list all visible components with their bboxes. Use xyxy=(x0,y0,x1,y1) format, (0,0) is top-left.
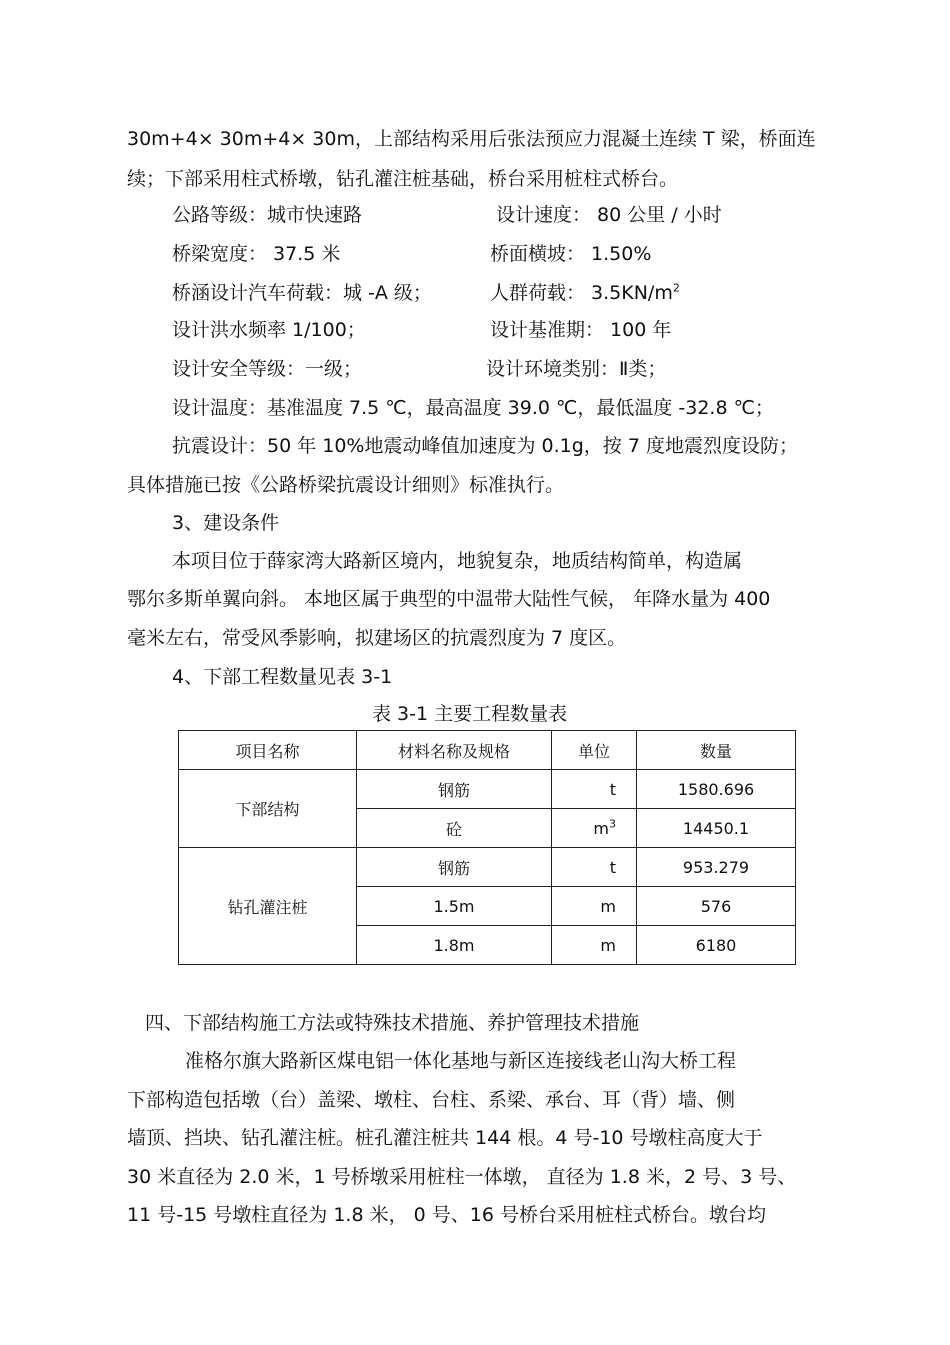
spec-base-period: 设计基准期： 100 年 xyxy=(490,319,672,341)
section-four-line-5: 11 号-15 号墩柱直径为 1.8 米， 0 号、16 号桥台采用桩柱式桥台。墩台均 xyxy=(127,1204,766,1226)
section-3-line-3: 毫米左右，常受风季影响，拟建场区的抗震烈度为 7 度区。 xyxy=(127,627,627,649)
spec-road-grade: 公路等级：城市快速路 xyxy=(172,204,363,226)
section-3-heading: 3、建设条件 xyxy=(172,512,280,534)
table-row xyxy=(179,770,796,809)
cell-unit-text: m xyxy=(593,818,609,838)
spec-temperature: 设计温度：基准温度 7.5 ℃，最高温度 39.0 ℃，最低温度 -32.8 ℃； xyxy=(172,397,774,419)
header-unit: 单位 xyxy=(552,731,637,770)
cell-quantity: 953.279 xyxy=(637,848,796,887)
spec-env-class: 设计环境类别：Ⅱ类； xyxy=(486,358,667,380)
table-caption: 表 3-1 主要工程数量表 xyxy=(372,703,568,725)
section-3-line-1: 本项目位于薛家湾大路新区境内，地貌复杂，地质结构简单，构造属 xyxy=(172,550,743,572)
spec-flood-freq: 设计洪水频率 1/100； xyxy=(172,319,366,341)
cell-material: 钢筋 xyxy=(357,848,552,887)
header-quantity: 数量 xyxy=(637,731,796,770)
header-project-name: 项目名称 xyxy=(179,731,357,770)
section-four-line-3: 墙顶、挡块、钻孔灌注桩。桩孔灌注桩共 144 根。4 号-10 号墩柱高度大于 xyxy=(127,1127,763,1149)
cell-material: 钢筋 xyxy=(357,770,552,809)
table-row xyxy=(179,848,796,887)
cell-unit: t xyxy=(552,770,637,809)
section-four-line-4: 30 米直径为 2.0 米，1 号桥墩采用桩柱一体墩， 直径为 1.8 米，2 号、3 号、 xyxy=(127,1166,797,1188)
cell-unit: t xyxy=(552,848,637,887)
cell-material: 1.5m xyxy=(357,887,552,926)
cell-unit: m xyxy=(552,926,637,965)
spec-cross-slope: 桥面横坡： 1.50% xyxy=(490,243,652,265)
intro-line-1: 30m+4× 30m+4× 30m，上部结构采用后张法预应力混凝土连续 T 梁，桥面连 xyxy=(127,128,816,150)
cell-quantity: 1580.696 xyxy=(637,770,796,809)
cell-material: 1.8m xyxy=(357,926,552,965)
cell-unit xyxy=(552,809,637,848)
cell-material: 砼 xyxy=(357,809,552,848)
section-3-line-2: 鄂尔多斯单翼向斜。 本地区属于典型的中温带大陆性气候， 年降水量为 400 xyxy=(127,588,771,610)
cell-quantity: 576 xyxy=(637,887,796,926)
quantity-table xyxy=(178,730,796,965)
spec-safety-grade: 设计安全等级：一级； xyxy=(172,358,363,380)
spec-crowd-load xyxy=(490,281,680,305)
section-4-heading: 4、下部工程数量见表 3-1 xyxy=(172,666,393,688)
cell-quantity: 14450.1 xyxy=(637,809,796,848)
cell-unit-sup: 3 xyxy=(609,817,616,831)
spec-design-speed: 设计速度： 80 公里 / 小时 xyxy=(496,204,722,226)
header-material: 材料名称及规格 xyxy=(357,731,552,770)
section-four-line-2: 下部构造包括墩（台）盖梁、墩柱、台柱、系梁、承台、耳（背）墙、侧 xyxy=(127,1089,736,1111)
spec-crowd-load-text: 人群荷载： 3.5KN/m xyxy=(490,282,673,304)
spec-seismic-2: 具体措施已按《公路桥梁抗震设计细则》标准执行。 xyxy=(127,474,565,496)
section-four-heading: 四、下部结构施工方法或特殊技术措施、养护管理技术措施 xyxy=(145,1012,640,1034)
spec-vehicle-load: 桥涵设计汽车荷载：城 -A 级； xyxy=(172,282,432,304)
spec-crowd-load-sup: 2 xyxy=(672,281,680,295)
spec-seismic: 抗震设计：50 年 10%地震动峰值加速度为 0.1g，按 7 度地震烈度设防； xyxy=(172,435,798,457)
cell-quantity: 6180 xyxy=(637,926,796,965)
group-substructure: 下部结构 xyxy=(179,770,357,848)
spec-bridge-width: 桥梁宽度： 37.5 米 xyxy=(172,243,341,265)
section-four-line-1: 准格尔旗大路新区煤电铝一体化基地与新区连接线老山沟大桥工程 xyxy=(185,1050,737,1072)
group-bored-pile: 钻孔灌注桩 xyxy=(179,848,357,965)
cell-unit: m xyxy=(552,887,637,926)
intro-line-2: 续；下部采用柱式桥墩，钻孔灌注桩基础，桥台采用桩柱式桥台。 xyxy=(127,168,679,190)
table-header-row xyxy=(179,731,796,770)
